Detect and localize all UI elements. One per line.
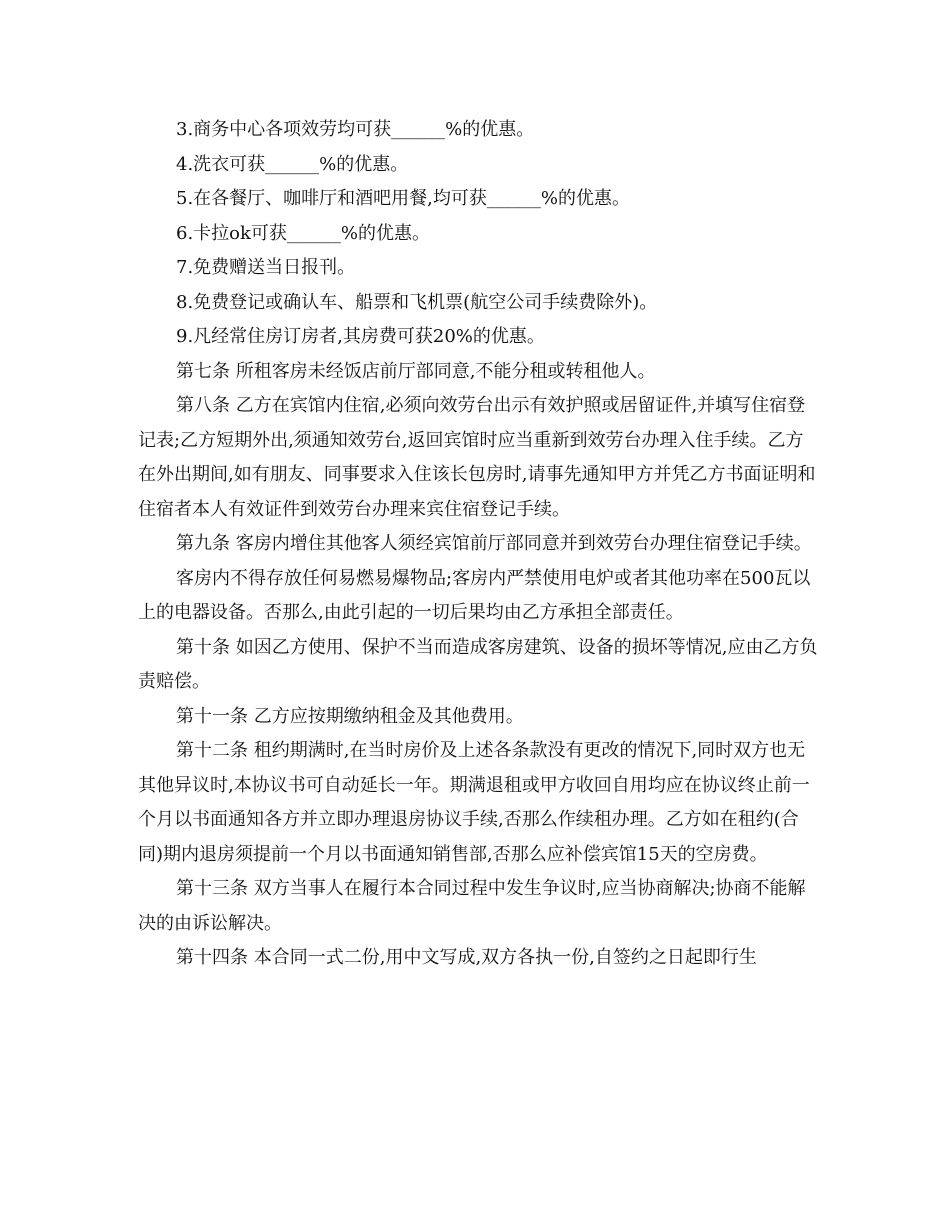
article-14: 第十四条 本合同一式二份,用中文写成,双方各执一份,自签约之日起即行生 bbox=[176, 947, 757, 968]
list-item-business-center: 3.商务中心各项效劳均可获______%的优惠。 bbox=[176, 119, 535, 140]
list-item-karaoke: 6.卡拉ok可获______%的优惠。 bbox=[176, 222, 431, 244]
document-body bbox=[138, 113, 818, 976]
article-7: 第七条 所租客房未经饭店前厅部同意,不能分租或转租他人。 bbox=[176, 360, 656, 382]
list-item-dining: 5.在各餐厅、咖啡厅和酒吧用餐,均可获______%的优惠。 bbox=[176, 188, 630, 209]
article-8: 第八条 乙方在宾馆内住宿,必须向效劳台出示有效护照或居留证件,并填写住宿登记表;乙方短期外出,须通知效劳台,返回宾馆时应当重新到效劳台办理入住手续。乙方在外出期间,如有朋友、同事要求入住该长包房时,请事先通知甲方并凭乙方书面证明和住宿者本人有效证件到效劳台办理来宾住宿登记手续。 bbox=[138, 395, 816, 520]
article-9-continued: 客房内不得存放任何易燃易爆物品;客房内严禁使用电炉或者其他功率在500瓦以上的电器设备。否那么,由此引起的一切后果均由乙方承担全部责任。 bbox=[138, 567, 811, 623]
article-9: 第九条 客房内增住其他客人须经宾馆前厅部同意并到效劳台办理住宿登记手续。 bbox=[176, 533, 812, 554]
list-item-room-discount: 9.凡经常住房订房者,其房费可获20%的优惠。 bbox=[176, 326, 545, 347]
article-12: 第十二条 租约期满时,在当时房价及上述各条款没有更改的情况下,同时双方也无其他异议时,本协议书可自动延长一年。期满退租或甲方收回自用均应在协议终止前一个月以书面通知各方并立即办理退房协议手续,否那么作续租办理。乙方如在租约(合同)期内退房须提前一个月以书面通知销售部,否那么应补偿宾馆15天的空房费。 bbox=[138, 740, 810, 865]
article-13: 第十三条 双方当事人在履行本合同过程中发生争议时,应当协商解决;协商不能解决的由诉讼解决。 bbox=[138, 878, 806, 934]
list-item-tickets: 8.免费登记或确认车、船票和飞机票(航空公司手续费除外)。 bbox=[176, 291, 658, 313]
list-item-newspaper: 7.免费赠送当日报刊。 bbox=[176, 257, 356, 278]
article-10: 第十条 如因乙方使用、保护不当而造成客房建筑、设备的损坏等情况,应由乙方负责赔偿。 bbox=[138, 636, 818, 692]
article-11: 第十一条 乙方应按期缴纳租金及其他费用。 bbox=[176, 705, 524, 727]
list-item-laundry: 4.洗衣可获______%的优惠。 bbox=[176, 153, 409, 175]
